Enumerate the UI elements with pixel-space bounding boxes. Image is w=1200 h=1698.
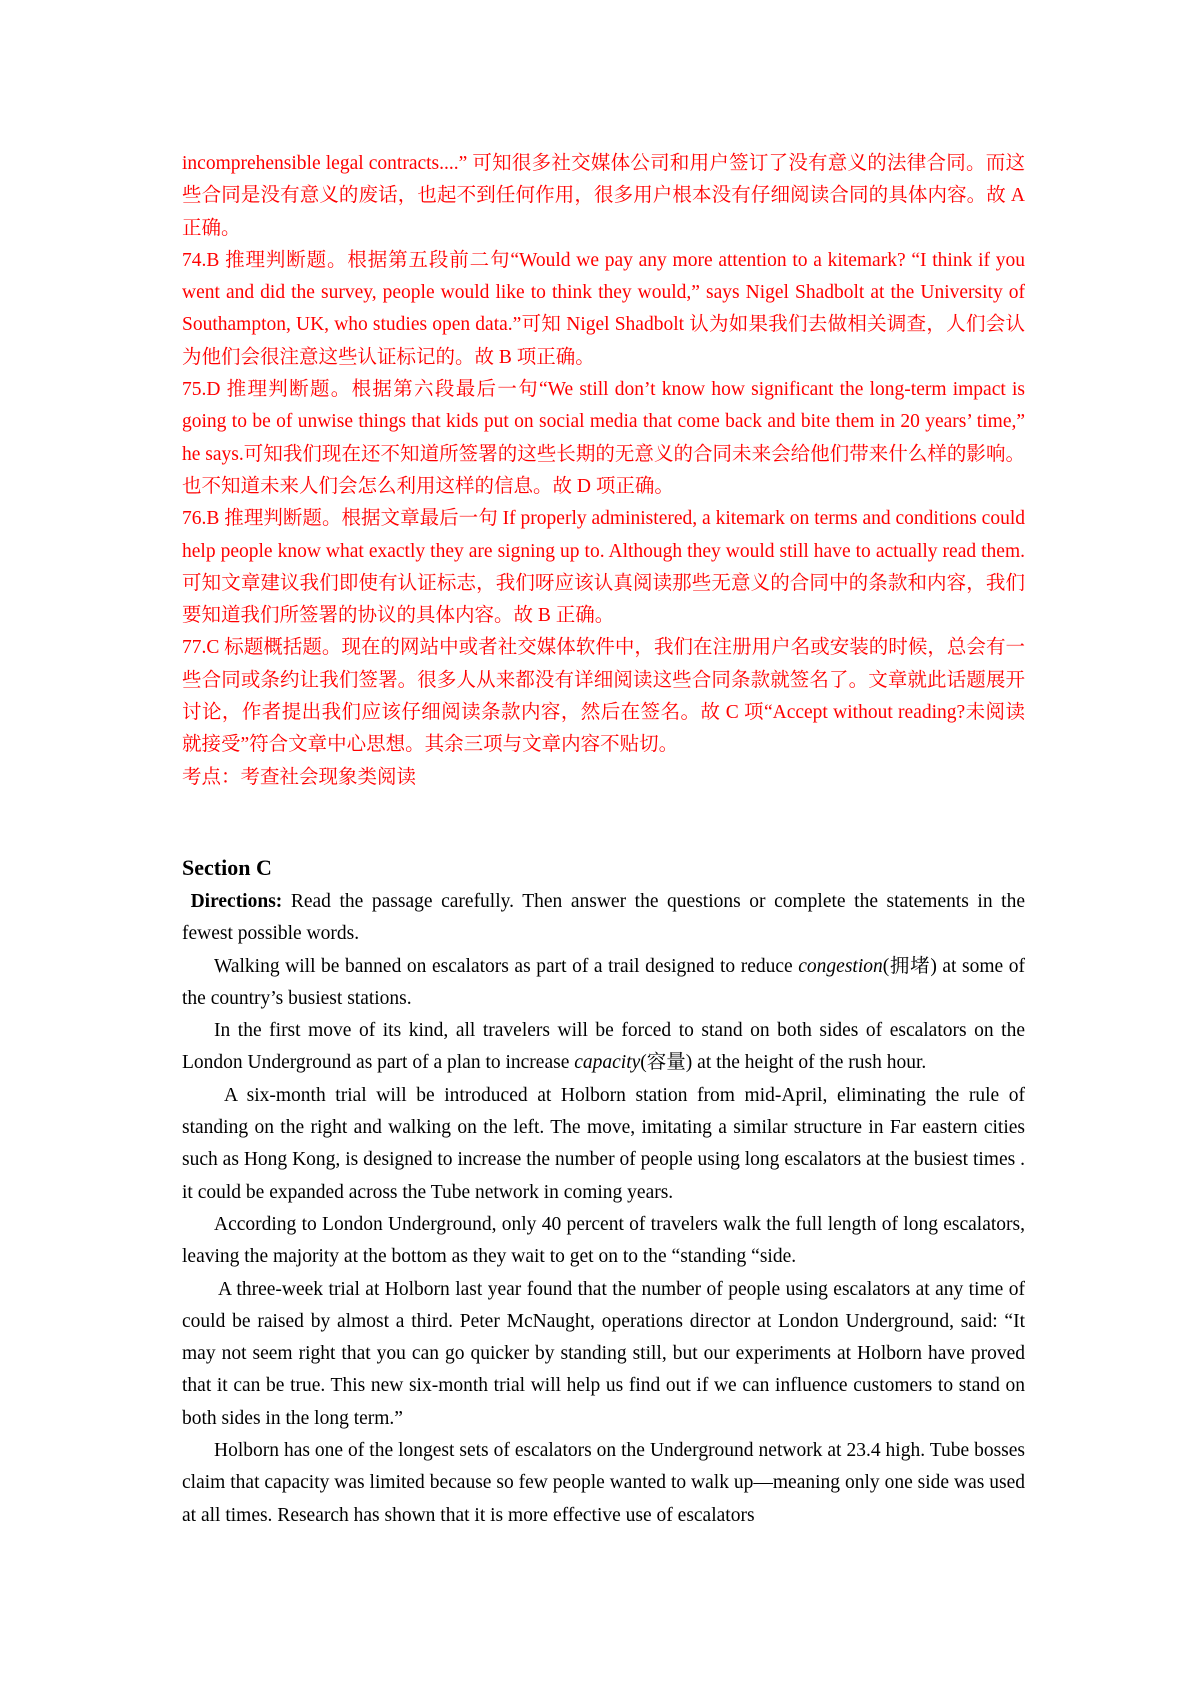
directions-label: Directions: [190, 891, 283, 912]
passage-paragraph-6: Holborn has one of the longest sets of escalators on the Underground network at 23.4 high. Tube bosses claim that capacity was limited because so few people wanted to walk up—meaning only one side was used at all times. Research has shown that it is more effective use of escalators [182, 1440, 1025, 1526]
answer-76: 76.B 推理判断题。根据文章最后一句 If properly administered, a kitemark on terms and conditions could help people know what exactly they are signing up to. Although they would still have to actually read them.可知文章建议我们即使有认证标志，我们呀应该认真阅读那些无意义的合同中的条款和内容，我们要知道我们所签署的协议的具体内容。故 B 正确。 [182, 508, 1025, 627]
section-title: Section C [182, 855, 272, 880]
passage-paragraph-5: A three-week trial at Holborn last year found that the number of people using escalators at any time of could be raised by almost a third. Peter McNaught, operations director at London Underground, said: “It may not seem right that you can go quicker by standing still, but our experiments at Holborn have proved that it can be true. This new six-month trial will help us find out if we can influence customers to stand on both sides in the long term.” [182, 1278, 1025, 1429]
p1-text-b: (拥堵) at some of the country’s busiest stations. [182, 955, 1025, 1009]
passage-paragraph-1 [182, 951, 1025, 1016]
directions-text: Read the passage carefully. Then answer the questions or complete the statements in the fewest possible words. [182, 891, 1025, 945]
p1-text-a: Walking will be banned on escalators as part of a trail designed to reduce [214, 955, 799, 977]
answer-74: 74.B 推理判断题。根据第五段前二句“Would we pay any more attention to a kitemark? “I think if you went and did the survey, people would like to think they would,” says Nigel Shadbolt at the University of Southampton, UK, who studies open data.”可知 Nigel Shadbolt 认为如果我们去做相关调查，人们会认为他们会很注意这些认证标记的。故 B 项正确。 [182, 249, 1025, 368]
answer-77: 77.C 标题概括题。现在的网站中或者社交媒体软件中，我们在注册用户名或安装的时候，总会有一些合同或条约让我们签署。很多人从来都没有详细阅读这些合同条款就签名了。文章就此话题展开讨论，作者提出我们应该仔细阅读条款内容，然后在签名。故 C 项“Accept without reading?未阅读就接受”符合文章中心思想。其余三项与文章内容不贴切。 [182, 637, 1025, 756]
answer-73-continued: incomprehensible legal contracts....” 可知很多社交媒体公司和用户签订了没有意义的法律合同。而这些合同是没有意义的废话，也起不到任何作用，很多用户根本没有仔细阅读合同的具体内容。故 A 正确。 [182, 153, 1025, 239]
answer-block [182, 148, 1025, 794]
kaodian-note: 考点：考查社会现象类阅读 [182, 766, 417, 788]
answer-75: 75.D 推理判断题。根据第六段最后一句“We still don’t know how significant the long-term impact is going to be of unwise things that kids put on social media that come back and bite them in 20 years’ time,” he says.可知我们现在还不知道所签署的这些长期的无意义的合同未来会给他们带来什么样的影响。也不知道未来人们会怎么利用这样的信息。故 D 项正确。 [182, 379, 1025, 497]
passage-paragraph-4: According to London Underground, only 40 percent of travelers walk the full length of long escalators, leaving the majority at the bottom as they wait to get on to the “standing “side. [182, 1213, 1025, 1268]
answer-explanations [182, 148, 1025, 794]
p1-keyword: congestion [798, 955, 883, 977]
section-c [182, 852, 1025, 1532]
p2-text-b: (容量) at the height of the rush hour. [640, 1052, 927, 1074]
passage-paragraph-3: A six-month trial will be introduced at Holborn station from mid-April, eliminating the rule of standing on the right and walking on the left. The move, imitating a similar structure in Far eastern cities such as Hong Kong, is designed to increase the number of people using long escalators at the busiest times . it could be expanded across the Tube network in coming years. [182, 1084, 1025, 1203]
p2-text-a: In the first move of its kind, all travelers will be forced to stand on both sides of escalators on the London Underground as part of a plan to increase [182, 1020, 1025, 1074]
directions [182, 886, 1025, 951]
p2-keyword: capacity [574, 1052, 641, 1074]
passage-paragraph-2 [182, 1015, 1025, 1080]
